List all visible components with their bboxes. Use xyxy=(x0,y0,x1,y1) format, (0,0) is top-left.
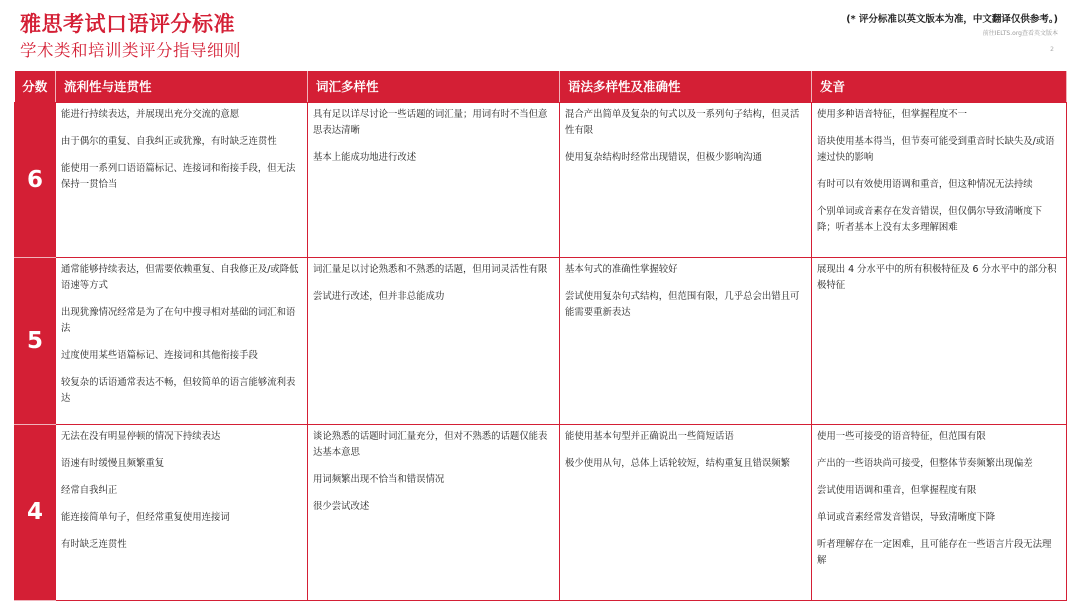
criterion-text: 听者理解存在一定困难，且可能存在一些语言片段无法理解 xyxy=(817,538,1052,566)
table-header-row xyxy=(15,71,1067,102)
page-subtitle: 学术类和培训类评分指导细则 xyxy=(20,41,241,60)
criterion-text: 语速有时缓慢且频繁重复 xyxy=(61,457,165,469)
criterion-text: 词汇量足以讨论熟悉和不熟悉的话题，但用词灵活性有限 xyxy=(313,263,548,275)
grammar-cell xyxy=(560,257,812,424)
grammar-cell xyxy=(560,424,812,600)
criterion-text: 由于偶尔的重复、自我纠正或犹豫，有时缺乏连贯性 xyxy=(61,135,277,147)
header-pronunciation: 发音 xyxy=(812,71,1067,102)
criterion-text: 单词或音素经常发音错误，导致清晰度下降 xyxy=(817,511,996,523)
criterion-text: 通常能够持续表达，但需要依赖重复、自我修正及/或降低语速等方式 xyxy=(61,263,299,291)
lexical-cell xyxy=(308,424,560,600)
fluency-cell xyxy=(56,102,308,257)
scoring-table xyxy=(14,71,1067,601)
page-title: 雅思考试口语评分标准 xyxy=(20,12,235,36)
grammar-cell xyxy=(560,102,812,257)
table-row xyxy=(15,257,1067,424)
criterion-text: 用词频繁出现不恰当和错误情况 xyxy=(313,473,445,485)
criterion-text: 有时缺乏连贯性 xyxy=(61,538,127,550)
criterion-text: 谈论熟悉的话题时词汇量充分，但对不熟悉的话题仅能表达基本意思 xyxy=(313,430,548,458)
header-score: 分数 xyxy=(15,71,56,102)
criterion-text: 产出的一些语块尚可接受，但整体节奏频繁出现偏差 xyxy=(817,457,1033,469)
criterion-text: 使用一些可接受的语音特征，但范围有限 xyxy=(817,430,986,442)
criterion-text: 具有足以详尽讨论一些话题的词汇量；用词有时不当但意思表达清晰 xyxy=(313,108,548,136)
criterion-text: 能进行持续表达，并展现出充分交流的意愿 xyxy=(61,108,240,120)
translation-note: (* 评分标准以英文版本为准，中文翻译仅供参考。) xyxy=(846,14,1058,25)
criterion-text: 使用复杂结构时经常出现错误，但极少影响沟通 xyxy=(565,151,762,163)
score-cell: 5 xyxy=(15,257,56,424)
criterion-text: 出现犹豫情况经常是为了在句中搜寻相对基础的词汇和语法 xyxy=(61,306,296,334)
criterion-text: 经常自我纠正 xyxy=(61,484,118,496)
criterion-text: 过度使用某些语篇标记、连接词和其他衔接手段 xyxy=(61,349,258,361)
criterion-text: 混合产出简单及复杂的句式以及一系列句子结构，但灵活性有限 xyxy=(565,108,800,136)
table-row xyxy=(15,424,1067,600)
criterion-text: 有时可以有效使用语调和重音，但这种情况无法持续 xyxy=(817,178,1033,190)
score-cell: 6 xyxy=(15,102,56,257)
criterion-text: 极少使用从句，总体上话轮较短，结构重复且错误频繁 xyxy=(565,457,791,469)
criterion-text: 较复杂的话语通常表达不畅，但较简单的语言能够流利表达 xyxy=(61,376,296,404)
fluency-cell xyxy=(56,424,308,600)
lexical-cell xyxy=(308,102,560,257)
criterion-text: 尝试使用语调和重音，但掌握程度有限 xyxy=(817,484,977,496)
pronunciation-cell xyxy=(812,257,1067,424)
criterion-text: 很少尝试改述 xyxy=(313,500,370,512)
criterion-text: 能使用一系列口语语篇标记、连接词和衔接手段，但无法保持一贯恰当 xyxy=(61,162,296,190)
header-lexical: 词汇多样性 xyxy=(308,71,560,102)
criterion-text: 展现出 4 分水平中的所有积极特征及 6 分水平中的部分积极特征 xyxy=(817,263,1057,291)
criterion-text: 语块使用基本得当，但节奏可能受到重音时长缺失及/或语速过快的影响 xyxy=(817,135,1055,163)
criterion-text: 个别单词或音素存在发音错误，但仅偶尔导致清晰度下降；听者基本上没有太多理解困难 xyxy=(817,205,1043,233)
criterion-text: 能使用基本句型并正确说出一些简短话语 xyxy=(565,430,734,442)
header-fluency: 流利性与连贯性 xyxy=(56,71,308,102)
criterion-text: 无法在没有明显停顿的情况下持续表达 xyxy=(61,430,221,442)
page-number: 2 xyxy=(1050,46,1054,53)
english-version-link[interactable]: 前往IELTS.org查看英文版本 xyxy=(982,30,1058,37)
pronunciation-cell xyxy=(812,102,1067,257)
table-row xyxy=(15,102,1067,257)
criterion-text: 使用多种语音特征，但掌握程度不一 xyxy=(817,108,968,120)
criterion-text: 尝试使用复杂句式结构，但范围有限，几乎总会出错且可能需要重新表达 xyxy=(565,290,800,318)
fluency-cell xyxy=(56,257,308,424)
criterion-text: 能连接简单句子，但经常重复使用连接词 xyxy=(61,511,230,523)
criterion-text: 尝试进行改述，但并非总能成功 xyxy=(313,290,445,302)
header-grammar: 语法多样性及准确性 xyxy=(560,71,812,102)
criterion-text: 基本句式的准确性掌握较好 xyxy=(565,263,678,275)
criterion-text: 基本上能成功地进行改述 xyxy=(313,151,417,163)
pronunciation-cell xyxy=(812,424,1067,600)
lexical-cell xyxy=(308,257,560,424)
score-cell: 4 xyxy=(15,424,56,600)
